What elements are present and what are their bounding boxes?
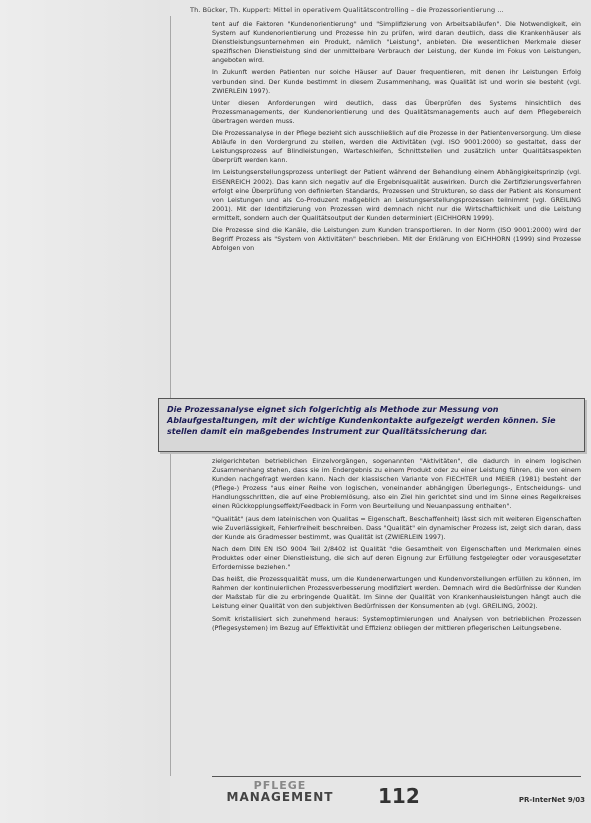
paragraph: zielgerichteten betrieblichen Einzelvorgängen, sogenannten "Aktivitäten", die dadurch in einem logischen Zusammenhang stehen, dass sie im Endergebnis zu einem Produkt oder zu einer Leistung führen, die von einem Kunden nachgefragt werden kann. Nach der klassischen Variante von FIECHTER und MEIER (1981) besteht der (Pflege-) Prozess "aus einer Reihe von logischen, voneinander abhängigen Überlegungs-, Entscheidungs- und Handlungsschritten, die auf eine Problemlösung, also ein Ziel hin gerichtet sind und im Sinne eines Regelkreises einen Rückkopplungseffekt/Feedback in Form von Beurteilung und Neuanpassung enthalten".	[212, 457, 581, 511]
issue-label: PR-InterNet 9/03	[518, 796, 585, 804]
paragraph: "Qualität" (aus dem lateinischen von Qualitas = Eigenschaft, Beschaffenheit) lässt sich mit weiteren Eigenschaften wie Zuverlässigkeit, Fehlerfreiheit beschreiben. Dass "Qualität" ein dynamischer Prozess ist, zeigt sich daran, dass der Kunde als Gradmesser bestimmt, was Qualität ist (ZWIERLEIN 1997).	[212, 514, 581, 541]
paragraph: Die Prozesse sind die Kanäle, die Leistungen zum Kunden transportieren. In der Norm (ISO 9001:2000) wird der Begriff Prozess als "System von Aktivitäten" beschrieben. Mit der Erklärung von EICHHORN (1999) sind Prozesse Abfolgen von	[212, 225, 581, 253]
text-column-bottom	[212, 457, 581, 636]
logo-text-bottom: MANAGEMENT	[226, 790, 334, 804]
paragraph: In Zukunft werden Patienten nur solche Häuser auf Dauer frequentieren, mit denen ihr Leistungen Erfolg verbunden sind. Der Kunde bestimmt in diesem Zusammenhang, was Qualität ist und worin sie besteht (vgl. ZWIERLEIN 1997).	[212, 68, 581, 95]
page-margin	[0, 0, 170, 823]
text-column-top	[212, 20, 581, 256]
paragraph: Im Leistungserstellungsprozess unterliegt der Patient während der Behandlung einem Abhängigkeitsprinzip (vgl. EISENREICH 2002). Das kann sich negativ auf die Ergebnisqualität auswirken. Durch die Zertifizierungsverfahren erfolgt eine Überprüfung von definierten Standards, Prozessen und Strukturen, so dass der Patient als Konsument von Leistungen und als Co-Produzent maßgeblich an Leistungserstellungsprozessen teilnimmt (vgl. GREILING 2001). Mit der Identifizierung von Prozessen wird demnach nicht nur die Wirtschaftlichkeit und die Leistung ermittelt, sondern auch der Qualitätsoutput der Kunden determiniert (EICHHORN 1999).	[212, 168, 581, 222]
paragraph: Nach dem DIN EN ISO 9004 Teil 2/8402 ist Qualität "die Gesamtheit von Eigenschaften und Merkmalen eines Produktes oder einer Dienstleistung, die sich auf deren Eignung zur Erfüllung festgelegter oder vorausgesetzter Erfordernisse beziehen."	[212, 544, 581, 572]
footer-rule	[212, 776, 581, 777]
paragraph: Unter diesen Anforderungen wird deutlich, dass das Überprüfen des Systems hinsichtlich des Prozessmanagements, der Kundenorientierung und des Qualitätsmanagements auch auf dem Pflegebereich übertragen werden muss.	[212, 98, 581, 125]
magazine-logo	[220, 780, 340, 806]
running-head: Th. Bücker, Th. Kuppert: Mittel in operativem Qualitätscontrolling – die Prozessorientierung ...	[190, 6, 587, 14]
paragraph: tent auf die Faktoren "Kundenorientierung" und "Simplifizierung von Arbeitsabläufen". Die Notwendigkeit, ein System auf Kundenorientierung und Prozesse hin zu prüfen, wird daran deutlich, dass die Krankenhäuser als Dienstleistungsunternehmen ein Produkt, nämlich "Leistung", anbieten. Die wesentlichen Merkmale dieser spezifischen Dienstleistung sind der unmittelbare Verbrauch der Leistung, der Kunde im Fokus von Leistungen, angeboten wird.	[212, 20, 581, 65]
paragraph: Die Prozessanalyse in der Pflege bezieht sich ausschließlich auf die Prozesse in der Patientenversorgung. Um diese Abläufe in den Vordergrund zu stellen, werden die Aktivitäten (vgl. ISO 9001:2000) so gestaltet, dass der Leistungsprozess auf Blindleistungen, Warteschleifen, Schnittstellen und zusätzlich unter Qualitätsaspekten überprüft werden kann.	[212, 129, 581, 165]
paragraph: Das heißt, die Prozessqualität muss, um die Kundenerwartungen und Kundenvorstellungen erfüllen zu können, im Rahmen der kontinuierlichen Prozessverbesserung modifiziert werden. Demnach wird die Bedürfnisse der Kunden der Maßstab für die zu erbringende Qualität. Im Sinne der Qualität von Krankenhausleistungen hängt auch die Leistung einer Qualität von den subjektiven Bedürfnissen der Konsumenten ab (vgl. GREILING, 2002).	[212, 575, 581, 611]
pull-quote-text: Die Prozessanalyse eignet sich folgerichtig als Methode zur Messung von Ablaufgestaltungen, mit der wichtige Kundenkontakte aufgezeigt werden können. Sie stellen damit ein maßgebendes Instrument zur Qualitätssicherung dar.	[167, 405, 556, 436]
paragraph: Somit kristallisiert sich zunehmend heraus: Systemoptimierungen und Analysen von betrieblichen Prozessen (Pflegesystemen) im Bezug auf Effektivität und Effizienz obliegen der mittleren pflegerischen Leitungsebene.	[212, 614, 581, 632]
margin-rule	[170, 16, 171, 776]
pull-quote-box	[158, 398, 585, 452]
page-number: 112	[378, 784, 420, 808]
logo-text-top: PFLEGE	[253, 779, 307, 792]
